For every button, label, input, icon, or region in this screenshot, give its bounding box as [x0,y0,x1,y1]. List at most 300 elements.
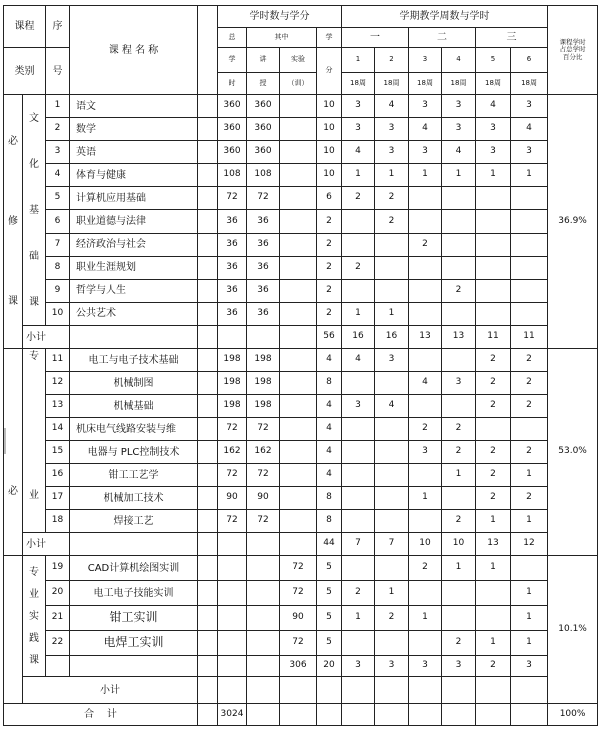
header-year-1: 一 [342,28,409,48]
sum-sem-6: 3 [511,656,548,677]
sem-4-hours: 1 [442,556,476,581]
row-no: 8 [46,256,70,279]
total-hours [218,606,247,631]
grand-total-hours: 3024 [218,704,247,726]
blank-cell [198,606,218,631]
sem-3-hours: 3 [409,441,442,464]
subtotal-sem-1: 7 [342,533,375,556]
sem-5-hours: 1 [476,510,511,533]
blank-cell [198,118,218,141]
practice-hours [280,141,317,164]
course-name: 哲学与人生 [70,279,198,302]
course-plan-table-wrapper [3,5,598,726]
total-hours: 36 [218,279,247,302]
sem-2-hours: 2 [375,210,409,233]
lecture-hours: 36 [247,256,280,279]
lecture-hours: 162 [247,441,280,464]
credit: 5 [317,606,342,631]
table-row [4,210,598,233]
total-hours [218,631,247,656]
sum-sem-4: 3 [442,656,476,677]
practice-hours: 72 [280,631,317,656]
course-name: 机械基础 [70,395,198,418]
blank-cell [70,326,198,349]
sem-5-hours: 1 [476,556,511,581]
practice-hours [280,233,317,256]
sem-4-hours: 2 [442,441,476,464]
practice-hours: 72 [280,581,317,606]
credit: 8 [317,487,342,510]
sem-5-hours: 3 [476,118,511,141]
sem-2-hours [375,464,409,487]
sem-4-hours: 2 [442,631,476,656]
sem-3-hours [409,510,442,533]
blank-cell [511,704,548,726]
practice-hours [280,164,317,187]
sem-2-hours: 1 [375,581,409,606]
credit: 10 [317,164,342,187]
table-row [4,372,598,395]
blank-cell [511,677,548,704]
table-row [4,441,598,464]
sem-2-hours: 4 [375,95,409,118]
course-name: 电工与电子技术基础 [70,349,198,372]
sem-2-hours [375,556,409,581]
sem-6-hours [511,279,548,302]
course-name: 机械加工技术 [70,487,198,510]
subtotal-credit: 44 [317,533,342,556]
credit-sum: 20 [317,656,342,677]
total-hours: 36 [218,210,247,233]
sem-3-hours [409,302,442,325]
sem-2-hours [375,510,409,533]
blank-cell [198,164,218,187]
course-name: 机械制图 [70,372,198,395]
header-lecture-1: 讲 [247,48,280,73]
sem-3-hours [409,395,442,418]
header-practice-2: （训） [280,73,317,95]
sem-4-hours: 3 [442,372,476,395]
blank-cell [247,704,280,726]
blank-cell [198,210,218,233]
blank-cell [442,704,476,726]
table-row [4,606,598,631]
row-no: 20 [46,581,70,606]
blank-cell [317,704,342,726]
sem-1-hours: 2 [342,256,375,279]
practice-hours [280,118,317,141]
total-hours [218,581,247,606]
row-no: 19 [46,556,70,581]
sem-4-hours: 1 [442,164,476,187]
sem-2-hours [375,441,409,464]
total-row [4,704,598,726]
blank-cell [280,533,317,556]
sem-1-hours [342,510,375,533]
total-hours: 36 [218,302,247,325]
sem-2-hours: 3 [375,118,409,141]
course-name: 体育与健康 [70,164,198,187]
practice-hours [280,95,317,118]
sem-1-hours [342,233,375,256]
sem-2-hours: 3 [375,349,409,372]
blank-cell [409,704,442,726]
header-ratio: 课程学时 占总学时 百分比 [548,6,598,95]
blank-cell [375,704,409,726]
sem-4-hours: 1 [442,464,476,487]
practice-hours [280,464,317,487]
blank-cell [198,141,218,164]
lecture-hours: 72 [247,418,280,441]
blank-cell [218,656,247,677]
blank-cell [198,95,218,118]
sem-5-hours [476,210,511,233]
subcategory-major: 专 业 [23,349,46,533]
total-percent: 100% [548,704,598,726]
row-no: 18 [46,510,70,533]
sem-5-hours: 1 [476,631,511,656]
header-weeks-3: 18周 [409,73,442,95]
sem-1-hours [342,372,375,395]
course-name: 电器与 PLC控制技术 [70,441,198,464]
row-no: 10 [46,302,70,325]
header-course-category-2: 类别 [4,48,46,95]
category-required-1: 必 修 课 [4,95,23,349]
sem-5-hours: 2 [476,349,511,372]
sem-4-hours [442,487,476,510]
lecture-hours: 72 [247,464,280,487]
practice-hours [280,487,317,510]
blank-cell [198,279,218,302]
sem-4-hours: 3 [442,118,476,141]
sem-6-hours: 2 [511,441,548,464]
subtotal-label: 小计 [23,677,198,704]
header-total-hours-2: 学 [218,48,247,73]
group2-percent: 53.0% [548,349,598,556]
course-name: 钳工工艺学 [70,464,198,487]
practice-hours: 90 [280,606,317,631]
sem-2-hours [375,372,409,395]
sem-6-hours [511,256,548,279]
sem-5-hours [476,302,511,325]
blank-cell [198,464,218,487]
sem-2-hours: 3 [375,141,409,164]
blank-cell [198,656,218,677]
total-hours: 198 [218,395,247,418]
lecture-hours [247,581,280,606]
row-no: 14 [46,418,70,441]
sem-5-hours [476,418,511,441]
total-hours: 198 [218,349,247,372]
sem-5-hours: 3 [476,141,511,164]
sum-sem-3: 3 [409,656,442,677]
header-sem-1: 1 [342,48,375,73]
blank-cell [198,256,218,279]
sem-3-hours [409,464,442,487]
lecture-hours [247,631,280,656]
lecture-hours: 36 [247,302,280,325]
blank-cell [46,656,70,677]
sem-3-hours [409,349,442,372]
total-hours: 198 [218,372,247,395]
table-row [4,233,598,256]
header-total-hours-3: 时 [218,73,247,95]
sem-6-hours [511,187,548,210]
sem-6-hours: 3 [511,141,548,164]
header-hours-credits: 学时数与学分 [218,6,342,28]
blank-cell [198,233,218,256]
header-of-which: 其中 [247,28,317,48]
credit: 2 [317,233,342,256]
table-row [4,395,598,418]
practice-hours [280,187,317,210]
total-hours: 72 [218,418,247,441]
sum-sem-2: 3 [375,656,409,677]
subtotal-sem-3: 13 [409,326,442,349]
sem-2-hours [375,233,409,256]
credit: 2 [317,302,342,325]
sem-6-hours: 2 [511,395,548,418]
table-row [4,510,598,533]
blank-cell [198,677,218,704]
sem-1-hours [342,418,375,441]
total-hours: 36 [218,256,247,279]
sem-5-hours: 1 [476,164,511,187]
blank-cell [342,677,375,704]
blank-cell [247,533,280,556]
subtotal-sem-6: 11 [511,326,548,349]
course-name: 电焊工实训 [70,631,198,656]
blank-cell [198,326,218,349]
sem-3-hours [409,256,442,279]
header-lecture-2: 授 [247,73,280,95]
subtotal-sem-6: 12 [511,533,548,556]
course-name: 电工电子技能实训 [70,581,198,606]
sem-6-hours [511,556,548,581]
subcategory-culture-basic: 文 化 基 础 课 [23,95,46,326]
practice-hours: 72 [280,556,317,581]
sem-5-hours: 2 [476,441,511,464]
credit: 5 [317,631,342,656]
table-row [4,581,598,606]
credit: 8 [317,372,342,395]
sem-2-hours: 2 [375,606,409,631]
sem-6-hours: 3 [511,95,548,118]
course-plan-table [3,5,598,726]
practice-hours [280,302,317,325]
total-hours: 360 [218,141,247,164]
practice-hours-sum: 306 [280,656,317,677]
sem-3-hours [409,279,442,302]
total-hours: 72 [218,187,247,210]
practice-hours [280,256,317,279]
row-no: 13 [46,395,70,418]
lecture-hours: 360 [247,95,280,118]
subtotal-sem-2: 16 [375,326,409,349]
credit: 5 [317,556,342,581]
sem-6-hours [511,418,548,441]
practice-hours [280,441,317,464]
sem-6-hours: 1 [511,631,548,656]
credit: 4 [317,464,342,487]
sem-3-hours: 1 [409,606,442,631]
sem-5-hours: 2 [476,395,511,418]
header-weeks-4: 18周 [442,73,476,95]
credit: 2 [317,279,342,302]
sem-2-hours [375,256,409,279]
credit: 4 [317,441,342,464]
sem-6-hours [511,302,548,325]
lecture-hours: 198 [247,349,280,372]
course-name: 数学 [70,118,198,141]
table-row [4,556,598,581]
sem-3-hours: 4 [409,118,442,141]
sem-3-hours: 2 [409,556,442,581]
subtotal-label: 小计 [23,533,70,556]
blank-cell [198,581,218,606]
course-name: 英语 [70,141,198,164]
table-row [4,418,598,441]
header-year-2: 二 [409,28,476,48]
group1-percent: 36.9% [548,95,598,349]
blank-cell [198,441,218,464]
subcategory-practice: 专 业 实 践 课 [23,556,46,677]
sem-2-hours [375,279,409,302]
header-total-hours-1: 总 [218,28,247,48]
practice-hours [280,349,317,372]
lecture-hours [247,606,280,631]
credit: 10 [317,95,342,118]
credit: 10 [317,141,342,164]
total-label: 合 计 [4,704,198,726]
lecture-hours: 198 [247,372,280,395]
header-weeks-2: 18周 [375,73,409,95]
total-hours: 72 [218,464,247,487]
lecture-hours: 108 [247,164,280,187]
header-sem-2: 2 [375,48,409,73]
total-hours: 360 [218,118,247,141]
header-practice-1: 实验 [280,48,317,73]
sem-4-hours [442,606,476,631]
sem-1-hours: 1 [342,164,375,187]
sem-6-hours: 2 [511,349,548,372]
header-sem-4: 4 [442,48,476,73]
table-row [4,464,598,487]
sum-sem-1: 3 [342,656,375,677]
category-required-2: 必 [4,349,23,556]
sem-3-hours: 3 [409,95,442,118]
total-hours: 90 [218,487,247,510]
sem-5-hours: 2 [476,372,511,395]
blank-cell [198,395,218,418]
sem-5-hours [476,233,511,256]
sem-3-hours: 2 [409,233,442,256]
sem-1-hours: 1 [342,606,375,631]
credit: 2 [317,256,342,279]
header-seq-2: 号 [46,48,70,95]
total-hours: 108 [218,164,247,187]
row-no: 6 [46,210,70,233]
header-course-name: 课 程 名 称 [70,6,198,95]
practice-hours [280,418,317,441]
sem-4-hours: 4 [442,141,476,164]
sem-4-hours: 2 [442,279,476,302]
sem-3-hours: 3 [409,141,442,164]
sem-5-hours: 2 [476,487,511,510]
course-name: 钳工实训 [70,606,198,631]
course-name: 语文 [70,95,198,118]
header-sem-5: 5 [476,48,511,73]
credit: 4 [317,395,342,418]
row-no: 9 [46,279,70,302]
blank-cell [198,372,218,395]
header-seq: 序 [46,6,70,48]
header-weekly-hours: 学期教学周数与学时 [342,6,548,28]
row-no: 22 [46,631,70,656]
subtotal-row [4,326,598,349]
course-name: 公共艺术 [70,302,198,325]
subtotal-sem-5: 11 [476,326,511,349]
practice-hours [280,279,317,302]
credit: 6 [317,187,342,210]
table-row [4,349,598,372]
sem-2-hours: 1 [375,302,409,325]
blank-cell [218,533,247,556]
blank-cell [198,187,218,210]
sem-5-hours [476,581,511,606]
sem-1-hours: 4 [342,141,375,164]
credit: 8 [317,510,342,533]
row-no: 2 [46,118,70,141]
sem-1-hours [342,464,375,487]
sem-4-hours [442,395,476,418]
sem-4-hours [442,210,476,233]
sem-1-hours [342,210,375,233]
total-hours [218,556,247,581]
total-hours: 72 [218,510,247,533]
blank-cell [218,677,247,704]
sem-1-hours [342,279,375,302]
lecture-hours: 90 [247,487,280,510]
sem-2-hours [375,418,409,441]
header-weeks-1: 18周 [342,73,375,95]
practice-hours [280,510,317,533]
row-no: 7 [46,233,70,256]
table-row [4,95,598,118]
blank-cell [409,677,442,704]
sem-2-hours: 1 [375,164,409,187]
blank-cell [198,631,218,656]
sem-3-hours: 2 [409,418,442,441]
lecture-hours: 72 [247,187,280,210]
sem-1-hours [342,556,375,581]
sem-6-hours: 2 [511,372,548,395]
subtotal-sem-1: 16 [342,326,375,349]
sem-3-hours: 1 [409,487,442,510]
header-credit-2: 分 [317,48,342,95]
sem-5-hours [476,256,511,279]
blank-cell [198,487,218,510]
sem-4-hours [442,581,476,606]
blank-cell [280,326,317,349]
sem-3-hours [409,210,442,233]
sem-5-hours [476,187,511,210]
course-name: 经济政治与社会 [70,233,198,256]
sem-1-hours [342,441,375,464]
sem-4-hours: 3 [442,95,476,118]
total-hours: 36 [218,233,247,256]
course-name: 职业道德与法律 [70,210,198,233]
